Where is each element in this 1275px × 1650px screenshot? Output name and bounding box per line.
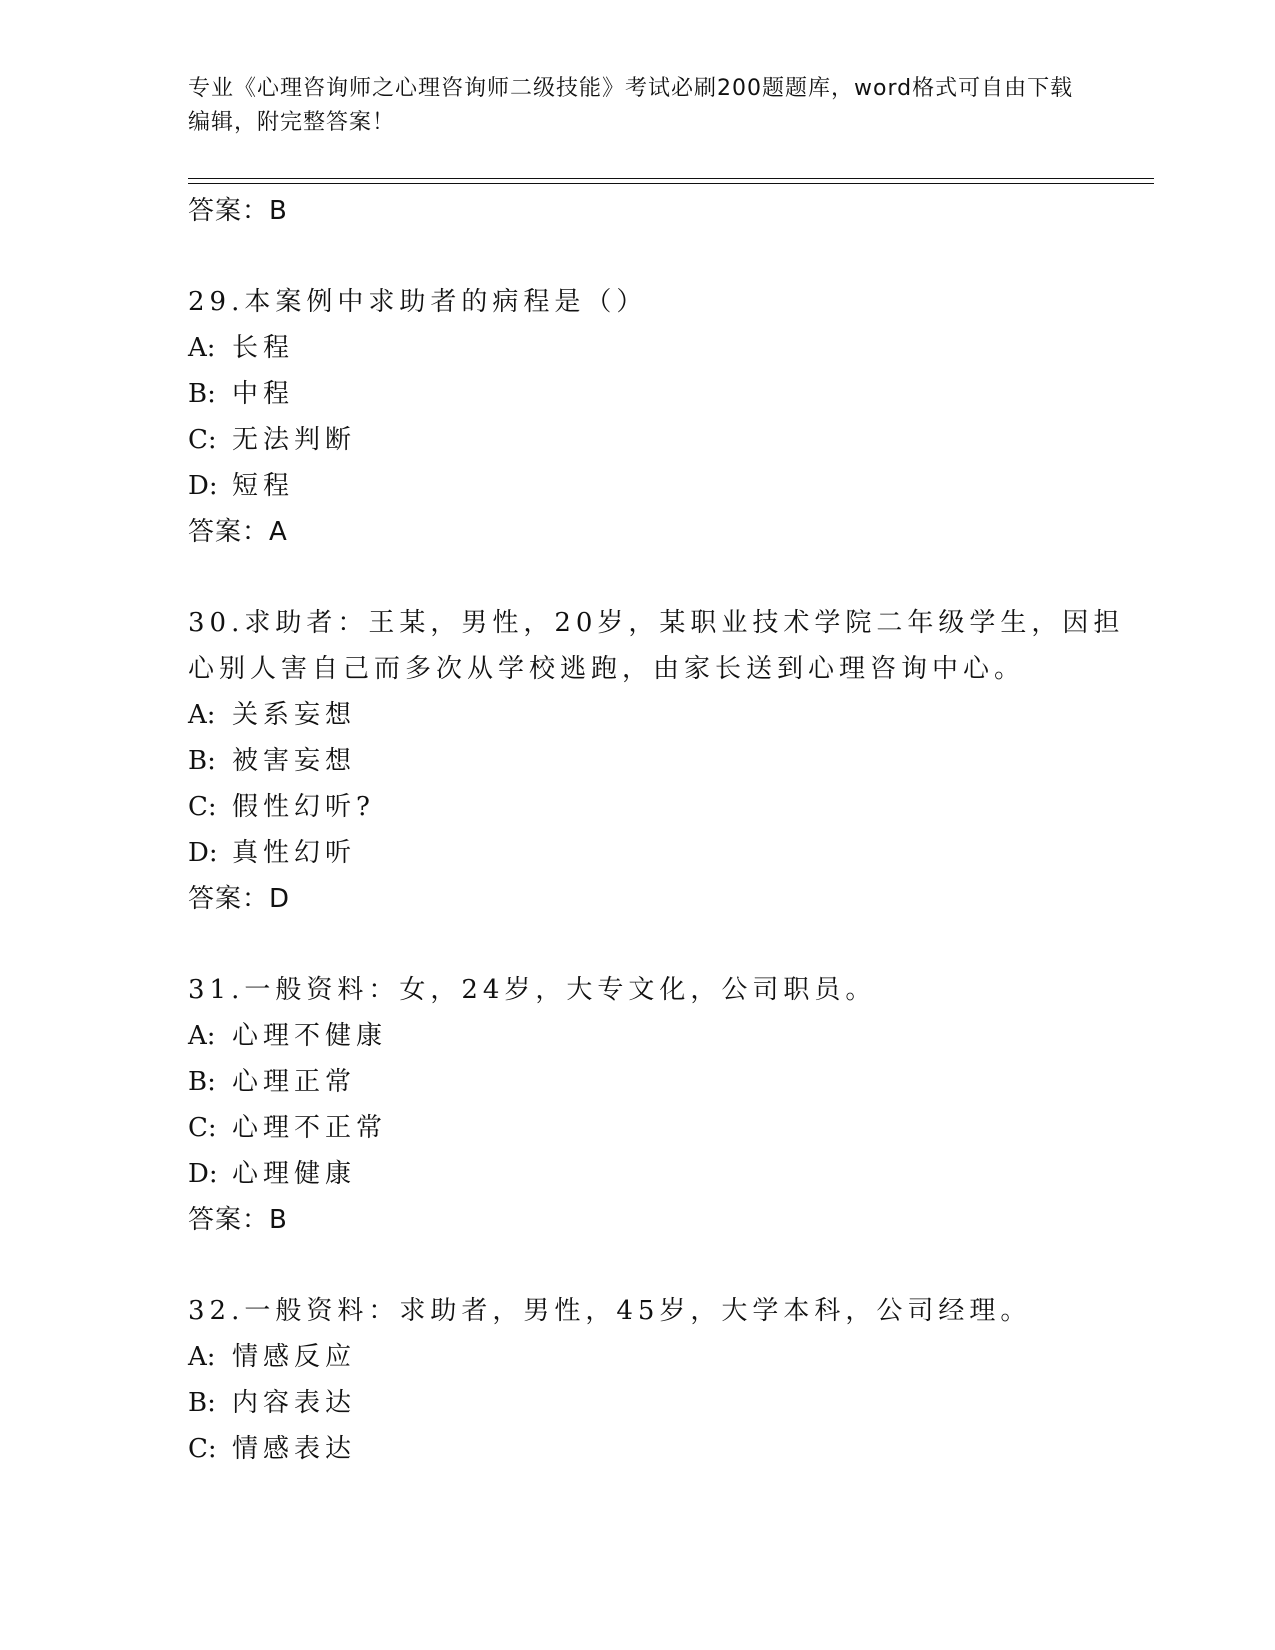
option-c <box>188 784 1128 830</box>
option-d <box>188 830 1128 876</box>
option-text: 被害妄想 <box>232 746 357 776</box>
option-text: 关系妄想 <box>232 700 357 730</box>
question-stem: 32.一般资料：求助者，男性，45岁，大学本科，公司经理。 <box>188 1296 1032 1326</box>
option-key: A: <box>188 700 216 730</box>
option-key: B: <box>188 379 216 409</box>
option-text: 心理不正常 <box>232 1113 388 1143</box>
option-a <box>188 692 1128 738</box>
option-key: A: <box>188 1021 216 1051</box>
option-key: B: <box>188 746 216 776</box>
answer-line: 答案：A <box>188 517 288 547</box>
question-stem: 29.本案例中求助者的病程是（） <box>188 287 648 317</box>
option-key: A: <box>188 333 216 363</box>
answer-line: 答案：D <box>188 884 291 914</box>
option-text: 情感表达 <box>232 1434 357 1464</box>
option-c <box>188 1105 1128 1151</box>
option-b <box>188 738 1128 784</box>
option-text: 假性幻听? <box>232 792 375 822</box>
option-a <box>188 1334 1128 1380</box>
option-a <box>188 325 1128 371</box>
option-key: D: <box>188 1159 218 1189</box>
option-b <box>188 371 1128 417</box>
option-key: C: <box>188 792 217 822</box>
option-c <box>188 1426 1128 1472</box>
option-key: C: <box>188 1434 217 1464</box>
header-rule-top <box>188 178 1154 179</box>
option-c <box>188 417 1128 463</box>
question-stem: 31.一般资料：女，24岁，大专文化，公司职员。 <box>188 975 877 1005</box>
question-30 <box>188 600 1128 922</box>
option-text: 短程 <box>232 471 295 501</box>
answer-line: 答案：B <box>188 196 288 226</box>
option-key: A: <box>188 1342 216 1372</box>
option-key: C: <box>188 425 217 455</box>
document-header: 专业《心理咨询师之心理咨询师二级技能》考试必刷200题题库，word格式可自由下载编辑，附完整答案！ <box>188 76 1074 135</box>
option-text: 情感反应 <box>232 1342 357 1372</box>
option-key: D: <box>188 838 218 868</box>
answer-line: 答案：B <box>188 1205 288 1235</box>
question-29 <box>188 279 1128 555</box>
option-text: 内容表达 <box>232 1388 357 1418</box>
option-d <box>188 463 1128 509</box>
option-b <box>188 1380 1128 1426</box>
option-b <box>188 1059 1128 1105</box>
option-text: 真性幻听 <box>232 838 357 868</box>
option-d <box>188 1151 1128 1197</box>
question-stem: 30.求助者：王某，男性，20岁，某职业技术学院二年级学生，因担心别人害自己而多次从学校逃跑，由家长送到心理咨询中心。 <box>188 608 1125 684</box>
option-text: 中程 <box>232 379 295 409</box>
option-key: B: <box>188 1067 216 1097</box>
option-text: 心理健康 <box>232 1159 357 1189</box>
option-key: B: <box>188 1388 216 1418</box>
option-a <box>188 1013 1128 1059</box>
option-text: 心理正常 <box>232 1067 357 1097</box>
question-list <box>188 188 1128 1472</box>
option-text: 长程 <box>232 333 295 363</box>
option-key: D: <box>188 471 218 501</box>
option-text: 无法判断 <box>232 425 357 455</box>
question-32 <box>188 1288 1128 1472</box>
header-rule-bottom <box>188 183 1154 184</box>
question-31 <box>188 967 1128 1243</box>
option-text: 心理不健康 <box>232 1021 388 1051</box>
option-key: C: <box>188 1113 217 1143</box>
